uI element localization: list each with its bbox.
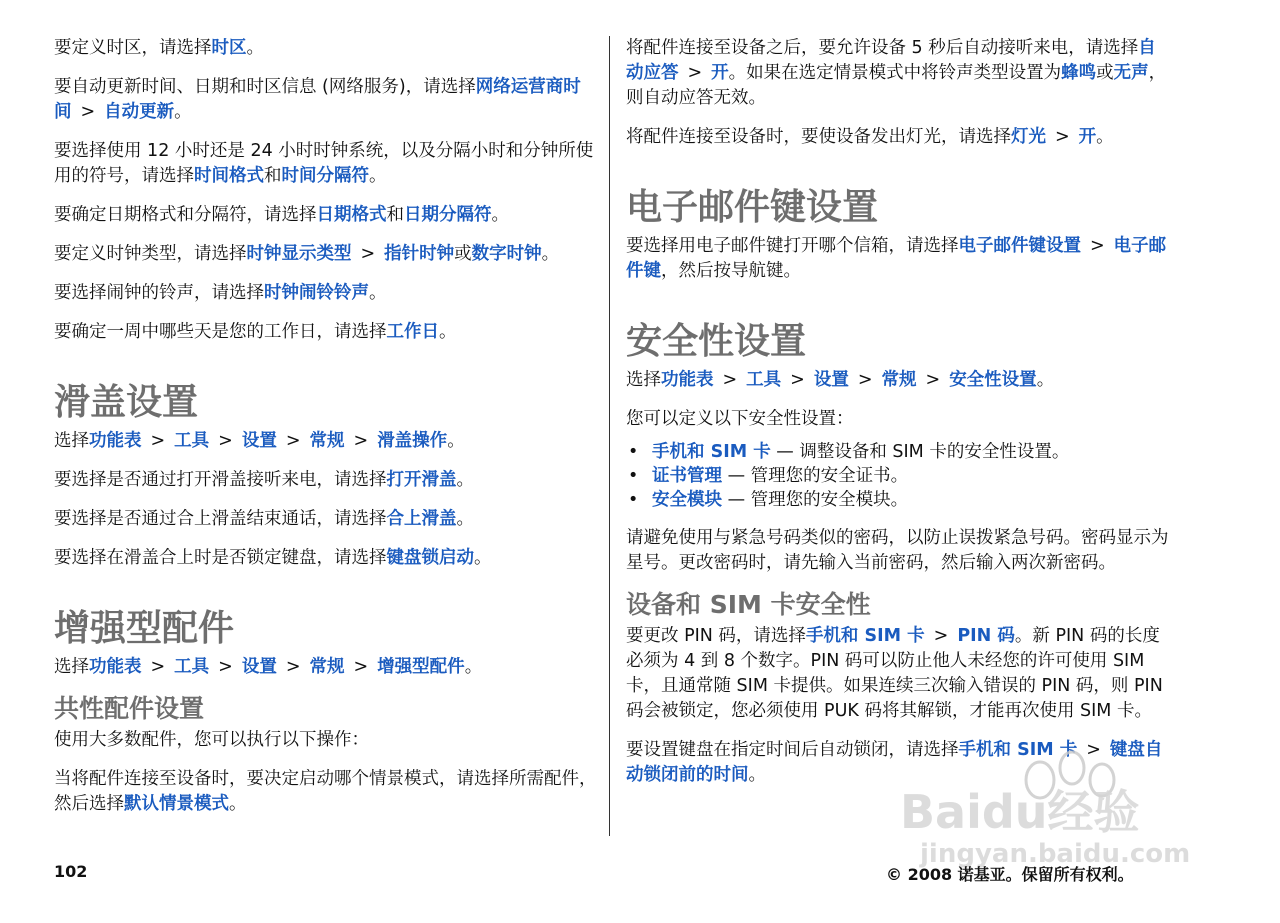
heading-enhancements: 增强型配件 bbox=[54, 608, 235, 649]
paragraph-timezone: 要定义时区，请选择时区。 bbox=[54, 38, 264, 58]
link-on[interactable]: 开 bbox=[711, 63, 729, 83]
paragraph-workdays: 要确定一周中哪些天是您的工作日，请选择工作日。 bbox=[54, 322, 457, 342]
link-general[interactable]: 常规 bbox=[309, 431, 345, 451]
page-number: 102 bbox=[54, 862, 88, 881]
paragraph-slide-path: 选择功能表 > 工具 > 设置 > 常规 > 滑盖操作。 bbox=[54, 431, 465, 451]
paragraph-alarm-tone: 要选择闹钟的铃声，请选择时钟闹铃铃声。 bbox=[54, 283, 387, 303]
link-silent[interactable]: 无声 bbox=[1113, 63, 1149, 83]
link-email-key[interactable]: 电子邮件键 bbox=[626, 236, 1167, 281]
link-tools[interactable]: 工具 bbox=[174, 657, 210, 677]
link-auto-answer[interactable]: 自动应答 bbox=[626, 38, 1156, 83]
watermark-brand-text: Baidu经验 bbox=[900, 785, 1140, 839]
list-item: • 手机和 SIM 卡 — 调整设备和 SIM 卡的安全性设置。 bbox=[626, 440, 1171, 464]
link-settings[interactable]: 设置 bbox=[813, 370, 849, 390]
heading-device-sim-security: 设备和 SIM 卡安全性 bbox=[626, 590, 871, 619]
paragraph-keyguard: 要选择在滑盖合上时是否锁定键盘，请选择键盘锁启动。 bbox=[54, 548, 492, 568]
left-column bbox=[54, 36, 597, 831]
link-open-slide[interactable]: 打开滑盖 bbox=[386, 470, 457, 490]
link-digital-clock[interactable]: 数字时钟 bbox=[471, 244, 542, 264]
link-general[interactable]: 常规 bbox=[309, 657, 345, 677]
link-phone-and-sim[interactable]: 手机和 SIM 卡 bbox=[805, 626, 925, 646]
link-security-module[interactable]: 安全模块 bbox=[652, 490, 722, 510]
link-menu[interactable]: 功能表 bbox=[89, 431, 142, 451]
link-date-separator[interactable]: 日期分隔符 bbox=[404, 205, 492, 225]
link-close-slide[interactable]: 合上滑盖 bbox=[386, 509, 457, 529]
paragraph-security-intro: 您可以定义以下安全性设置： bbox=[626, 409, 854, 429]
paragraph-lights: 将配件连接至设备时，要使设备发出灯光，请选择灯光 > 开。 bbox=[626, 127, 1114, 147]
link-keypad-autolock-period[interactable]: 键盘自动锁闭前的时间 bbox=[626, 740, 1163, 785]
paragraph-time-format: 要选择使用 12 小时还是 24 小时时钟系统，以及分隔小时和分钟所使用的符号，请选择时间格式和时间分隔符。 bbox=[54, 141, 594, 186]
link-network-operator-time[interactable]: 网络运营商时间 bbox=[54, 77, 581, 122]
link-general[interactable]: 常规 bbox=[881, 370, 917, 390]
heading-security-settings: 安全性设置 bbox=[626, 321, 807, 362]
link-default-profile[interactable]: 默认情景模式 bbox=[124, 794, 229, 814]
paragraph-date-format: 要确定日期格式和分隔符，请选择日期格式和日期分隔符。 bbox=[54, 205, 509, 225]
paragraph-default-profile: 当将配件连接至设备时，要决定启动哪个情景模式，请选择所需配件，然后选择默认情景模式。 bbox=[54, 769, 597, 814]
link-clock-display-type[interactable]: 时钟显示类型 bbox=[246, 244, 352, 264]
link-tools[interactable]: 工具 bbox=[746, 370, 782, 390]
link-alarm-tone[interactable]: 时钟闹铃铃声 bbox=[264, 283, 369, 303]
paragraph-password-advice: 请避免使用与紧急号码类似的密码，以防止误拨紧急号码。密码显示为星号。更改密码时，请先输入当前密码，然后输入两次新密码。 bbox=[626, 528, 1169, 573]
paragraph-common-intro: 使用大多数配件，您可以执行以下操作： bbox=[54, 730, 369, 750]
link-timezone[interactable]: 时区 bbox=[211, 38, 247, 58]
paragraph-security-path: 选择功能表 > 工具 > 设置 > 常规 > 安全性设置。 bbox=[626, 370, 1055, 390]
link-settings[interactable]: 设置 bbox=[241, 431, 277, 451]
heading-slide-settings: 滑盖设置 bbox=[54, 382, 199, 423]
link-settings[interactable]: 设置 bbox=[241, 657, 277, 677]
paragraph-enhancements-path: 选择功能表 > 工具 > 设置 > 常规 > 增强型配件。 bbox=[54, 657, 483, 677]
link-time-format[interactable]: 时间格式 bbox=[194, 166, 264, 186]
paragraph-close-slide: 要选择是否通过合上滑盖结束通话，请选择合上滑盖。 bbox=[54, 509, 474, 529]
link-auto-update[interactable]: 自动更新 bbox=[104, 102, 175, 122]
link-email-key-settings[interactable]: 电子邮件键设置 bbox=[958, 236, 1081, 256]
copyright-notice: © 2008 诺基亚。保留所有权利。 bbox=[886, 865, 1134, 884]
link-phone-and-sim[interactable]: 手机和 SIM 卡 bbox=[958, 740, 1078, 760]
heading-email-key-settings: 电子邮件键设置 bbox=[626, 187, 879, 228]
column-divider bbox=[609, 36, 610, 836]
right-column bbox=[626, 36, 1171, 802]
link-slide-handling[interactable]: 滑盖操作 bbox=[377, 431, 448, 451]
link-keyguard-activation[interactable]: 键盘锁启动 bbox=[386, 548, 474, 568]
paragraph-pin-code: 要更改 PIN 码，请选择手机和 SIM 卡 > PIN 码。新 PIN 码的长度必须为 4 到 8 个数字。PIN 码可以防止他人未经您的许可使用 SIM 卡，且通常随 SIM 卡提供。如果连续三次输入错误的 PIN 码，则 PIN 码会被锁定，您必须使用 PUK 码将其解锁，才能再次使用 SIM 卡。 bbox=[626, 626, 1163, 721]
link-certificate-management[interactable]: 证书管理 bbox=[652, 466, 722, 486]
link-security-settings[interactable]: 安全性设置 bbox=[949, 370, 1037, 390]
link-pin-code[interactable]: PIN 码 bbox=[957, 626, 1015, 646]
link-phone-and-sim[interactable]: 手机和 SIM 卡 bbox=[652, 442, 771, 462]
heading-common-enhancement-settings: 共性配件设置 bbox=[54, 694, 205, 723]
link-time-separator[interactable]: 时间分隔符 bbox=[281, 166, 369, 186]
link-analog-clock[interactable]: 指针时钟 bbox=[384, 244, 455, 264]
paragraph-clock-type: 要定义时钟类型，请选择时钟显示类型 > 指针时钟或数字时钟。 bbox=[54, 244, 560, 264]
paragraph-auto-answer: 将配件连接至设备之后，要允许设备 5 秒后自动接听来电，请选择自动应答 > 开。如果在选定情景模式中将铃声类型设置为蜂鸣或无声，则自动应答无效。 bbox=[626, 38, 1167, 108]
link-tools[interactable]: 工具 bbox=[174, 431, 210, 451]
paragraph-email-key: 要选择用电子邮件键打开哪个信箱，请选择电子邮件键设置 > 电子邮件键，然后按导航键。 bbox=[626, 236, 1167, 281]
link-enhancements[interactable]: 增强型配件 bbox=[377, 657, 465, 677]
link-beep[interactable]: 蜂鸣 bbox=[1061, 63, 1097, 83]
link-on[interactable]: 开 bbox=[1078, 127, 1097, 147]
paragraph-keypad-autolock: 要设置键盘在指定时间后自动锁闭，请选择手机和 SIM 卡 > 键盘自动锁闭前的时间。 bbox=[626, 740, 1163, 785]
list-item: • 安全模块 — 管理您的安全模块。 bbox=[626, 488, 1171, 512]
link-date-format[interactable]: 日期格式 bbox=[316, 205, 387, 225]
paragraph-open-slide: 要选择是否通过打开滑盖接听来电，请选择打开滑盖。 bbox=[54, 470, 474, 490]
list-item: • 证书管理 — 管理您的安全证书。 bbox=[626, 464, 1171, 488]
link-menu[interactable]: 功能表 bbox=[661, 370, 714, 390]
link-workdays[interactable]: 工作日 bbox=[386, 322, 439, 342]
link-lights[interactable]: 灯光 bbox=[1011, 127, 1046, 147]
link-menu[interactable]: 功能表 bbox=[89, 657, 142, 677]
watermark-url-text: jingyan.baidu.com bbox=[920, 839, 1191, 869]
paragraph-auto-update: 要自动更新时间、日期和时区信息 (网络服务)，请选择网络运营商时间 > 自动更新。 bbox=[54, 77, 581, 122]
security-options-list bbox=[626, 440, 1171, 512]
